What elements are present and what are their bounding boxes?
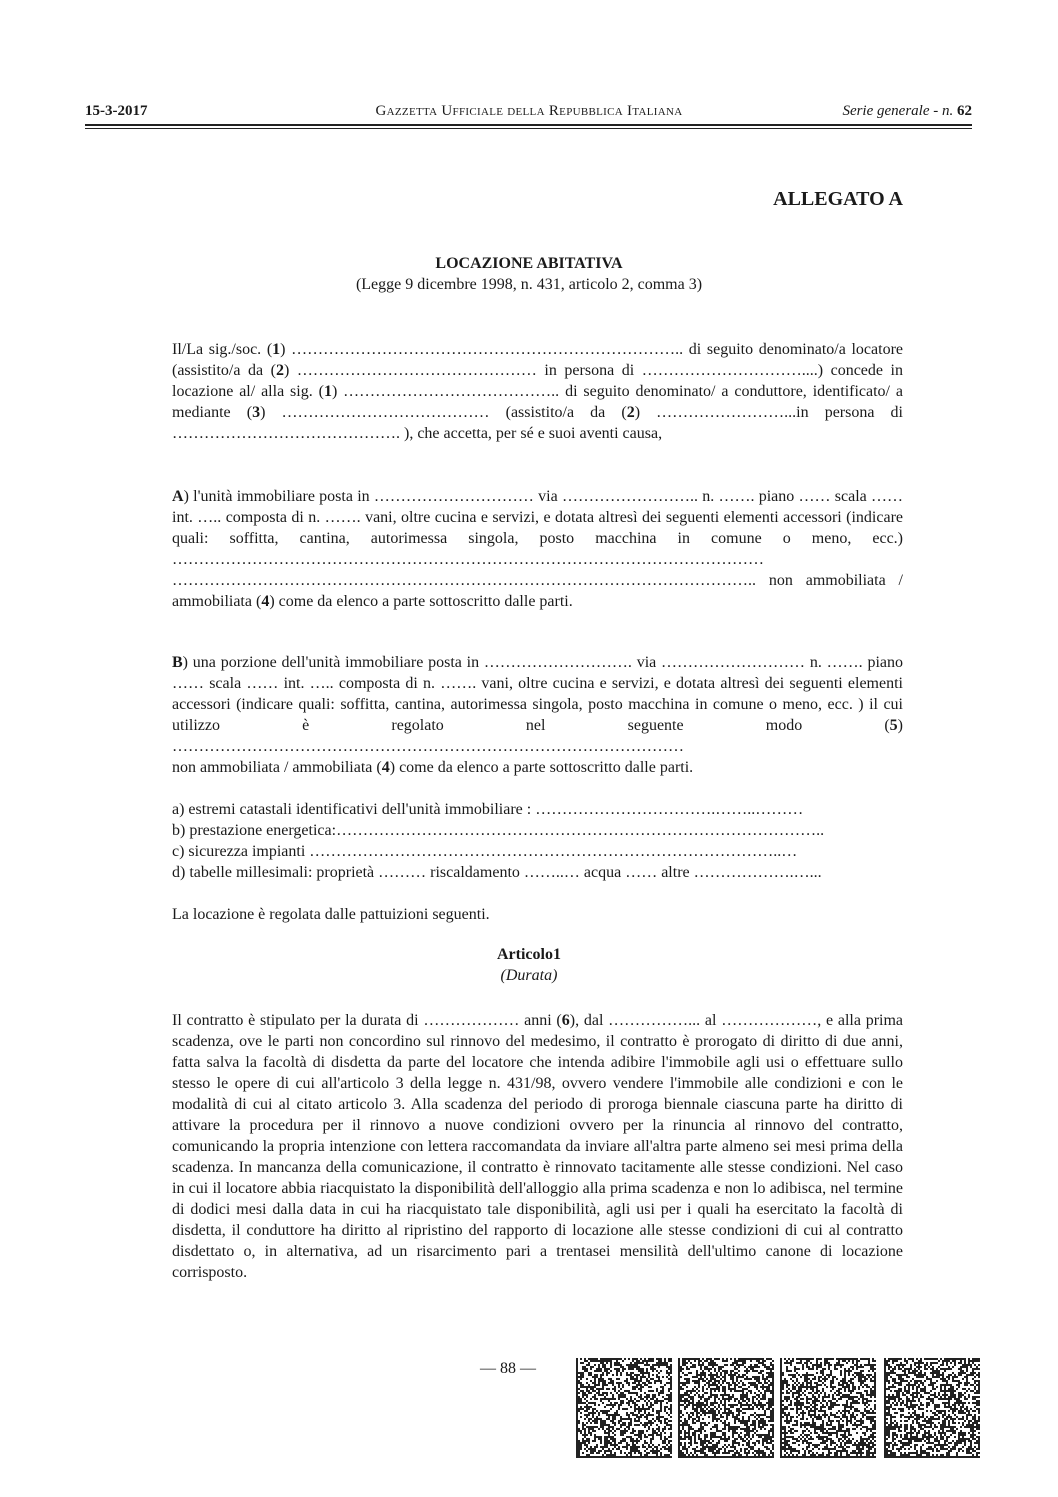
detail-item: d) tabelle millesimali: proprietà ……… riscaldamento ……..… acqua …… altre ……………….…... (172, 864, 822, 881)
section-a-text (172, 486, 903, 612)
text-run: Il/La sig./soc. ( (172, 341, 273, 358)
text-run: ) come da elenco a parte sottoscritto dalle parti. (269, 593, 573, 610)
text-run: ) ……………………………………………………………….. di seguito denominato/a locatore (assistito/a da ( (172, 341, 903, 379)
article-subtitle: (Durata) (500, 967, 558, 984)
article-body (172, 1010, 903, 1283)
note-ref: 4 (381, 759, 390, 776)
section-b (172, 652, 903, 778)
detail-item: c) sicurezza impianti ……………………………………………………………………………..… (172, 843, 798, 860)
header-rule-thin (85, 128, 972, 129)
note-ref: 2 (626, 404, 635, 421)
note-ref: 5 (889, 717, 898, 734)
datamatrix-code-2 (678, 1358, 774, 1458)
section-b-text (172, 652, 903, 757)
text-run: ), dal ……………... al ………………, e alla prima scadenza, ove le parti non concordino sul rinnovo del medesimo, il contratto è prorogato di diritto di due anni, fatta salva la facoltà di disdetta da parte del locatore che intenda adibire l'immobile agli usi o effettuare sullo stesso le opere di cui all'articolo 3 della legge n. 431/98, ovvero vendere l'immobile alle condizioni e con le modalità di cui al citato articolo 3. Alla scadenza del periodo di proroga biennale ciascuna parte ha diritto di attivare la procedura per il rinnovo a nuove condizioni ovvero per la rinuncia al rinnovo del contratto, comunicando la propria intenzione con lettera raccomandata da inviare all'altra parte almeno sei mesi prima della scadenza. In mancanza della comunicazione, il contratto è rinnovato tacitamente alle stesse condizioni. Nel caso in cui il locatore abbia riacquistato la disponibilità dell'alloggio alla prima scadenza e non lo adibisca, nel termine di dodici mesi dalla data in cui ha riacquistato tale disponibilità, agli usi per i quali ha esercitato la facoltà di disdetta, il conduttore ha diritto al ripristino del rapporto di locazione alle stesse condizioni di cui al contratto disdettato o, in alternativa, ad un risarcimento pari a trentasei mensilità dell'ultimo canone di locazione corrisposto. (172, 1012, 904, 1281)
header-title: Gazzetta Ufficiale della Repubblica Italiana (375, 103, 683, 119)
serie-number: 62 (957, 103, 972, 119)
note-ref: 6 (561, 1012, 570, 1029)
section-a (172, 486, 903, 612)
section-b-last (172, 757, 903, 778)
intro-text (172, 339, 903, 444)
text-run: ) ………………………………….. di seguito denominato/ a conduttore, identificato/ a mediante ( (172, 383, 903, 421)
text-run: ) ……………………...in persona di ……………………………………. ), che accetta, per sé e suoi aventi causa, (172, 404, 903, 442)
text-run: ) l'unità immobiliare posta in ………………………… via …………………….. n. ……. piano …… scala …… int. ….. composta di n. ……. vani, oltre cucina e servizi, e dotata altresì dei seguenti elementi accessori (indicare quali: soffitta, cantina, autorimessa singola, posto macchina in comune o meno, ecc.) ………………………………………………………………………………………………… ……………………………………………………………………………………………….. non ammobiliata / ammobiliata ( (172, 488, 903, 610)
header-serie (842, 103, 972, 120)
allegato-label: ALLEGATO A (773, 188, 903, 210)
text-run: Il contratto è stipulato per la durata di ……………… anni ( (172, 1012, 562, 1029)
note-ref: 1 (323, 383, 332, 400)
details-list (172, 799, 903, 883)
header-rule-thick (85, 124, 972, 126)
note-ref: 3 (252, 404, 261, 421)
datamatrix-code-1 (576, 1358, 672, 1458)
serie-sep: - n. (929, 103, 957, 119)
doc-subtitle: (Legge 9 dicembre 1998, n. 431, articolo 2, comma 3) (355, 276, 703, 293)
header-date: 15-3-2017 (85, 103, 148, 119)
text-run: ) come da elenco a parte sottoscritto dalle parti. (389, 759, 694, 776)
text-run: non ammobiliata / ammobiliata ( (172, 759, 382, 776)
text-run: ) ………………………………… (assistito/a da ( (260, 404, 627, 421)
page-number: — 88 — (480, 1360, 536, 1377)
text-run: ) una porzione dell'unità immobiliare posta in ………………………. via ……………………… n. ……. piano …… scala …… int. ….. composta di n. ……. vani, oltre cucina e servizi, e dotata altresì dei seguenti elementi accessori (indicare quali: soffitta, cantina, autorimessa singola, posto macchina in comune o meno, ecc. ) il cui utilizzo è regolato nel seguente modo ( (172, 654, 903, 734)
section-letter: B (172, 654, 183, 671)
note-ref: 2 (275, 362, 284, 379)
text-run: ) …………………………………………………………………………………… (172, 717, 903, 755)
detail-item: a) estremi catastali identificativi dell'unità immobiliare : …………………………….……..……… (172, 801, 804, 818)
section-letter: A (172, 488, 184, 505)
note-ref: 4 (261, 593, 270, 610)
doc-title: LOCAZIONE ABITATIVA (435, 255, 623, 272)
datamatrix-code-4 (884, 1358, 980, 1458)
datamatrix-code-3 (780, 1358, 876, 1458)
detail-item: b) prestazione energetica:……………………………………………………………………………….. (172, 822, 825, 839)
intro-paragraph (172, 339, 903, 444)
article-text (172, 1010, 903, 1283)
article-title: Articolo1 (497, 946, 561, 963)
note-ref: 1 (272, 341, 281, 358)
regolata-text: La locazione è regolata dalle pattuizioni seguenti. (172, 906, 490, 923)
serie-label: Serie generale (842, 103, 930, 119)
text-run: ) ……………………………………… in persona di …………………………....) concede in locazione al/ alla sig. ( (172, 362, 904, 400)
